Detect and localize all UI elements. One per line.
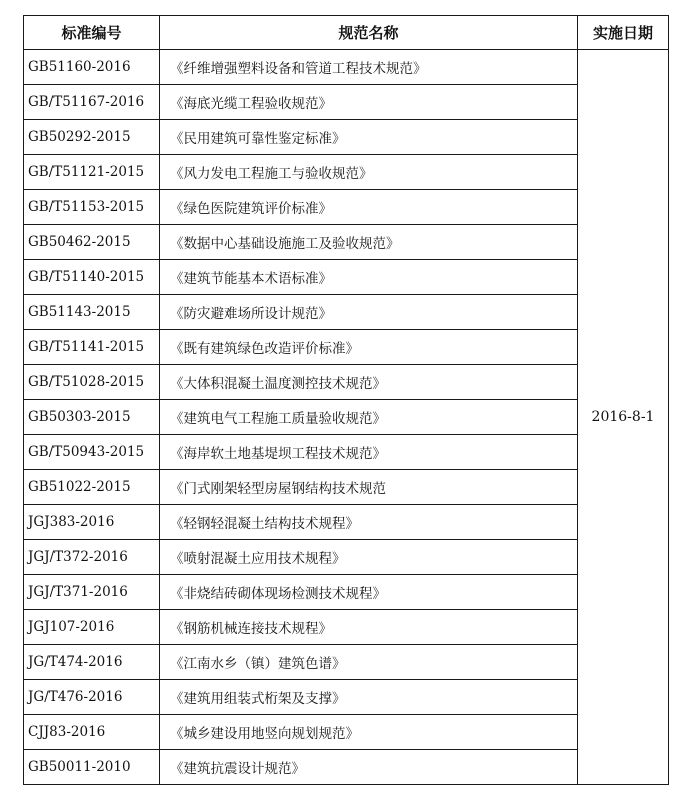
- effective-date-cell: 2016-8-1: [578, 50, 669, 785]
- table-row: [24, 400, 669, 435]
- header-row: [24, 16, 669, 50]
- table-row: [24, 260, 669, 295]
- table-body: [24, 50, 669, 785]
- standard-code-cell: GB51160-2016: [24, 50, 160, 85]
- standard-code-cell: GB50303-2015: [24, 400, 160, 435]
- standard-code-cell: JG/T476-2016: [24, 680, 160, 715]
- table-row: [24, 50, 669, 85]
- standard-name-cell: 《江南水乡（镇）建筑色谱》: [160, 645, 578, 680]
- standard-name-cell: 《非烧结砖砌体现场检测技术规程》: [160, 575, 578, 610]
- standard-code-cell: GB/T51153-2015: [24, 190, 160, 225]
- standard-code-cell: JG/T474-2016: [24, 645, 160, 680]
- standard-code-cell: GB/T51141-2015: [24, 330, 160, 365]
- standard-name-cell: 《海岸软土地基堤坝工程技术规范》: [160, 435, 578, 470]
- standard-code-cell: JGJ107-2016: [24, 610, 160, 645]
- standard-code-cell: GB/T50943-2015: [24, 435, 160, 470]
- standard-name-cell: 《钢筋机械连接技术规程》: [160, 610, 578, 645]
- table-row: [24, 680, 669, 715]
- standard-code-cell: GB/T51121-2015: [24, 155, 160, 190]
- standard-name-cell: 《海底光缆工程验收规范》: [160, 85, 578, 120]
- table-row: [24, 750, 669, 785]
- table-row: [24, 225, 669, 260]
- standard-code-cell: GB/T51140-2015: [24, 260, 160, 295]
- table-row: [24, 85, 669, 120]
- table-row: [24, 155, 669, 190]
- table-row: [24, 470, 669, 505]
- standard-name-cell: 《城乡建设用地竖向规划规范》: [160, 715, 578, 750]
- standard-name-cell: 《大体积混凝土温度测控技术规范》: [160, 365, 578, 400]
- standard-code-cell: JGJ/T372-2016: [24, 540, 160, 575]
- standard-code-cell: GB51143-2015: [24, 295, 160, 330]
- table-row: [24, 330, 669, 365]
- header-effective-date: 实施日期: [578, 16, 669, 50]
- standard-code-cell: JGJ/T371-2016: [24, 575, 160, 610]
- standard-code-cell: GB50011-2010: [24, 750, 160, 785]
- standard-code-cell: GB/T51167-2016: [24, 85, 160, 120]
- table-row: [24, 365, 669, 400]
- table-row: [24, 540, 669, 575]
- standard-code-cell: GB51022-2015: [24, 470, 160, 505]
- table-row: [24, 190, 669, 225]
- standard-code-cell: GB50462-2015: [24, 225, 160, 260]
- table-row: [24, 295, 669, 330]
- standard-name-cell: 《数据中心基础设施施工及验收规范》: [160, 225, 578, 260]
- standard-name-cell: 《喷射混凝土应用技术规程》: [160, 540, 578, 575]
- standard-name-cell: 《绿色医院建筑评价标准》: [160, 190, 578, 225]
- standards-table: [23, 15, 669, 785]
- table-row: [24, 610, 669, 645]
- standard-name-cell: 《轻钢轻混凝土结构技术规程》: [160, 505, 578, 540]
- header-standard-name: 规范名称: [160, 16, 578, 50]
- standard-name-cell: 《建筑抗震设计规范》: [160, 750, 578, 785]
- standard-name-cell: 《门式刚架轻型房屋钢结构技术规范: [160, 470, 578, 505]
- standard-name-cell: 《风力发电工程施工与验收规范》: [160, 155, 578, 190]
- table-row: [24, 645, 669, 680]
- table-row: [24, 575, 669, 610]
- standard-name-cell: 《建筑电气工程施工质量验收规范》: [160, 400, 578, 435]
- table-row: [24, 505, 669, 540]
- table-row: [24, 435, 669, 470]
- standard-code-cell: CJJ83-2016: [24, 715, 160, 750]
- standard-code-cell: GB/T51028-2015: [24, 365, 160, 400]
- standard-name-cell: 《民用建筑可靠性鉴定标准》: [160, 120, 578, 155]
- standard-code-cell: JGJ383-2016: [24, 505, 160, 540]
- standard-name-cell: 《防灾避难场所设计规范》: [160, 295, 578, 330]
- table-row: [24, 715, 669, 750]
- table-row: [24, 120, 669, 155]
- standard-name-cell: 《纤维增强塑料设备和管道工程技术规范》: [160, 50, 578, 85]
- standard-name-cell: 《建筑节能基本术语标准》: [160, 260, 578, 295]
- standard-name-cell: 《既有建筑绿色改造评价标准》: [160, 330, 578, 365]
- standard-name-cell: 《建筑用组装式桁架及支撑》: [160, 680, 578, 715]
- standard-code-cell: GB50292-2015: [24, 120, 160, 155]
- header-standard-code: 标准编号: [24, 16, 160, 50]
